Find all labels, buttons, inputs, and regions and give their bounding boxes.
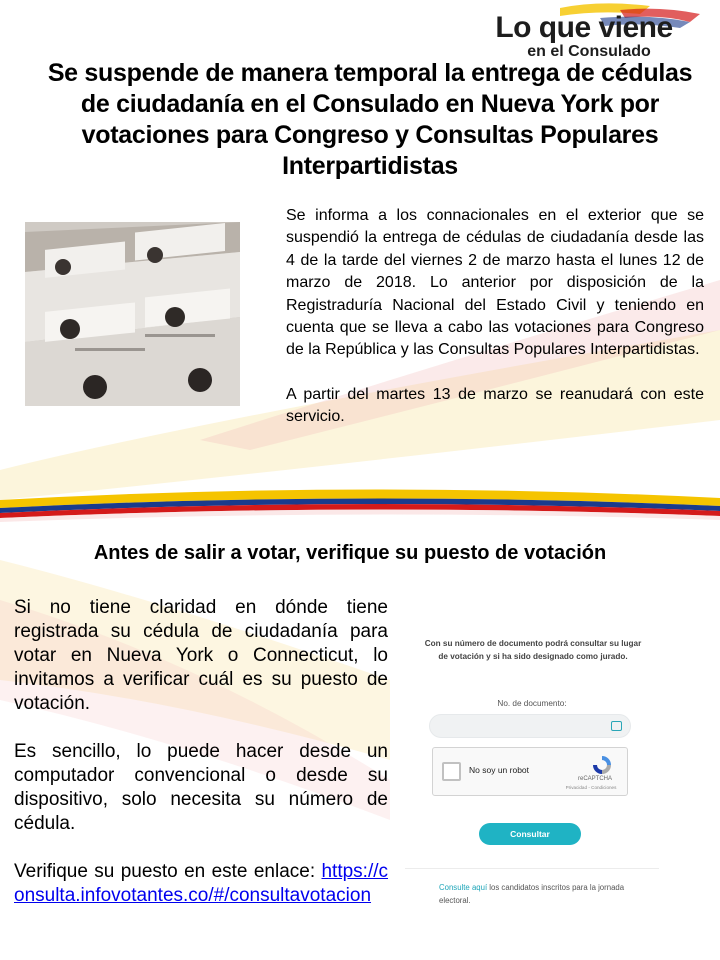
candidates-link[interactable]: Consulte aquí: [439, 883, 488, 892]
instructions-paragraph-3: [14, 860, 388, 908]
notice-paragraph-1: Se informa a los connacionales en el exterior que se suspendió la entrega de cédulas de ciudadanía desde las 4 de la tarde del viernes 2 de marzo hasta el lunes 12 de marzo de 2018. Lo anterior por disposición de la Registraduría Nacional del Estado Civil y teniendo en cuenta que se lleva a cabo las votaciones para Congreso de la República y las Consultas Populares Interpartidistas.: [286, 207, 704, 359]
instructions-paragraph-2: Es sencillo, lo puede hacer desde un computador convencional o desde su dispositivo, solo necesita su número de cédula.: [14, 741, 388, 834]
recaptcha-links[interactable]: Privacidad - Condiciones: [565, 785, 617, 790]
consulta-widget-screenshot: [405, 608, 659, 918]
footer-text: los candidatos inscritos para la jornada electoral.: [439, 883, 625, 905]
recaptcha-icon: [591, 754, 613, 776]
id-card-icon: [611, 721, 622, 731]
link-prefix: Verifique su puesto en este enlace:: [14, 861, 316, 882]
section-title: Antes de salir a votar, verifique su puesto de votación: [93, 542, 607, 564]
doc-label: No. de documento:: [497, 699, 567, 708]
logo-line1: Lo que viene: [495, 11, 673, 44]
page-title: Se suspende de manera temporal la entrega de cédulas de ciudadanía en el Consulado en Nueva York por votaciones para Congreso y Consultas Populares Interpartidistas: [47, 59, 693, 180]
cedulas-photo: [25, 222, 240, 406]
printed-cedulas-image: [25, 222, 240, 406]
logo-line2: en el Consulado: [527, 43, 651, 60]
recaptcha-checkbox[interactable]: [442, 762, 461, 781]
consulta-link[interactable]: https://consulta.infovotantes.co/#/consultavotacion: [14, 861, 389, 906]
recaptcha-box: [432, 747, 628, 796]
suspension-notice: [286, 205, 704, 429]
consulado-logo: [484, 12, 684, 60]
recaptcha-brand: reCAPTCHA: [577, 776, 612, 782]
consultar-button[interactable]: Consultar: [479, 823, 581, 845]
instructions-paragraph-1: Si no tiene claridad en dónde tiene registrada su cédula de ciudadanía para votar en Nueva York o Connecticut, lo invitamos a verificar cuál es su puesto de votación.: [14, 597, 388, 714]
widget-intro: Con su número de documento podrá consultar su lugar de votación y si ha sido designado como jurado.: [424, 639, 642, 661]
recaptcha-label: No soy un robot: [469, 765, 530, 775]
notice-paragraph-2: A partir del martes 13 de marzo se reanudará con este servicio.: [286, 385, 704, 426]
verification-instructions: [14, 596, 388, 908]
doc-number-input[interactable]: [429, 714, 631, 738]
widget-divider: [405, 868, 659, 869]
widget-footer: [439, 882, 635, 907]
